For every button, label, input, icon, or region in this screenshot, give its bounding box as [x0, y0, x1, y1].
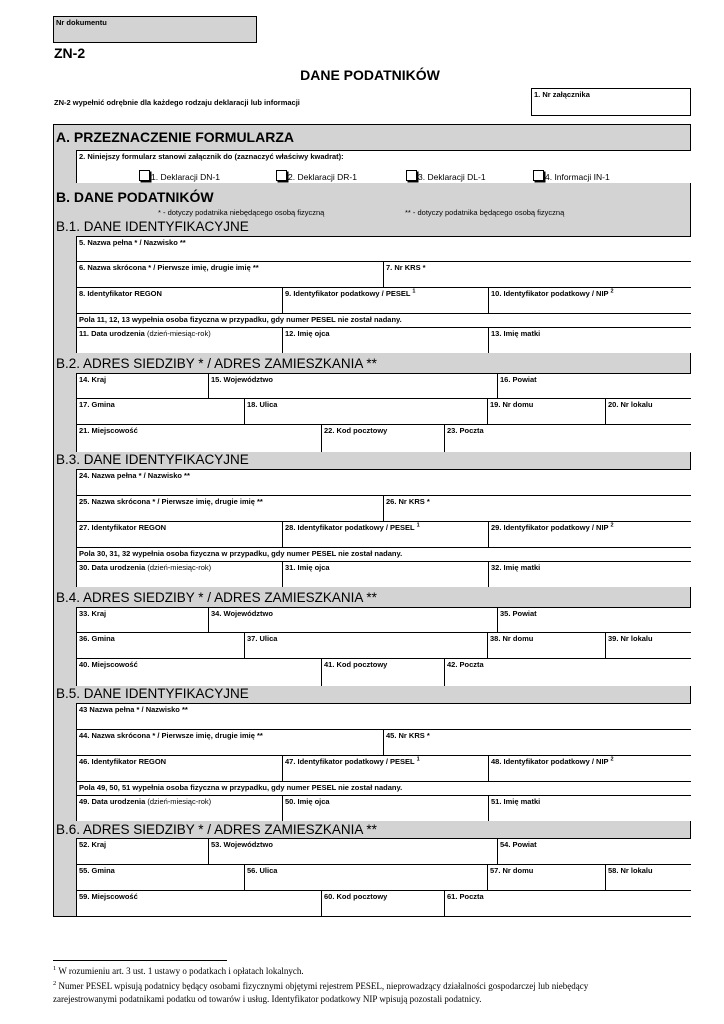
checkbox-icon[interactable] — [406, 170, 417, 181]
note-fields-11-13-text: Pola 11, 12, 13 wypełnia osoba fizyczna w przypadku, gdy numer PESEL nie został nadany. — [79, 315, 402, 324]
field-33-label: 33. Kraj — [79, 609, 107, 618]
field-7[interactable] — [383, 261, 691, 287]
section-a-title: A. PRZEZNACZENIE FORMULARZA — [56, 129, 294, 145]
option-dl1-label: 3. Deklaracji DL-1 — [418, 172, 486, 182]
attachment-number-label: 1. Nr załącznika — [534, 90, 590, 99]
field-9[interactable] — [282, 287, 488, 313]
field-38[interactable] — [487, 632, 605, 658]
form-main — [53, 124, 691, 917]
field-12[interactable] — [282, 327, 488, 353]
field-7-label: 7. Nr KRS * — [386, 263, 426, 272]
field-12-label: 12. Imię ojca — [285, 329, 330, 338]
field-29[interactable] — [488, 521, 691, 547]
field-29-label: 29. Identyfikator podatkowy / NIP $^2$ — [491, 522, 614, 532]
field-27[interactable] — [76, 521, 282, 547]
note-fields-11-13 — [76, 313, 691, 327]
field-44[interactable] — [76, 729, 383, 755]
footnote-1: $^1$ W rozumieniu art. 3 ust. 1 ustawy o podatkach i opłatach lokalnych. — [53, 965, 304, 976]
field-56[interactable] — [244, 864, 487, 890]
field-32[interactable] — [488, 561, 691, 587]
note-fields-30-32 — [76, 547, 691, 561]
field-2-form-purpose — [76, 150, 691, 183]
field-15-label: 15. Województwo — [211, 375, 273, 384]
field-8-label: 8. Identyfikator REGON — [79, 289, 162, 298]
field-57-label: 57. Nr domu — [490, 866, 534, 875]
field-31-label: 31. Imię ojca — [285, 563, 330, 572]
field-13-label: 13. Imię matki — [491, 329, 541, 338]
field-25[interactable] — [76, 495, 383, 521]
field-24-label: 24. Nazwa pełna * / Nazwisko ** — [79, 471, 190, 480]
field-38-label: 38. Nr domu — [490, 634, 534, 643]
field-28-label: 28. Identyfikator podatkowy / PESEL $^1$ — [285, 522, 420, 532]
field-58-label: 58. Nr lokalu — [608, 866, 653, 875]
field-35[interactable] — [497, 607, 691, 632]
field-35-label: 35. Powiat — [500, 609, 537, 618]
field-20-label: 20. Nr lokalu — [608, 400, 653, 409]
field-37-label: 37. Ulica — [247, 634, 278, 643]
field-17[interactable] — [76, 398, 244, 424]
field-55[interactable] — [76, 864, 244, 890]
field-31[interactable] — [282, 561, 488, 587]
field-47[interactable] — [282, 755, 488, 781]
field-20[interactable] — [605, 398, 691, 424]
field-36[interactable] — [76, 632, 244, 658]
field-59[interactable] — [76, 890, 321, 916]
note-fields-30-32-text: Pola 30, 31, 32 wypełnia osoba fizyczna w przypadku, gdy numer PESEL nie został nadany. — [79, 549, 403, 558]
section-b3-title: B.3. DANE IDENTYFIKACYJNE — [56, 452, 249, 467]
note-fields-49-51-text: Pola 49, 50, 51 wypełnia osoba fizyczna w przypadku, gdy numer PESEL nie został nadany. — [79, 783, 403, 792]
field-26[interactable] — [383, 495, 691, 521]
field-16-label: 16. Powiat — [500, 375, 537, 384]
field-51-label: 51. Imię matki — [491, 797, 541, 806]
field-49[interactable] — [76, 795, 282, 821]
option-in1-label: 4. Informacji IN-1 — [545, 172, 610, 182]
field-30[interactable] — [76, 561, 282, 587]
field-34-label: 34. Województwo — [211, 609, 273, 618]
field-23-label: 23. Poczta — [447, 426, 484, 435]
field-24[interactable] — [76, 469, 691, 495]
section-b5-title: B.5. DANE IDENTYFIKACYJNE — [56, 686, 249, 701]
field-45[interactable] — [383, 729, 691, 755]
field-14[interactable] — [76, 373, 208, 398]
checkbox-icon[interactable] — [139, 170, 150, 181]
page-title: DANE PODATNIKÓW — [300, 67, 440, 83]
footnote-2: $^2$ Numer PESEL wpisują podatnicy będący osobami fizycznymi objętymi rejestrem PESEL, nieprowadzący działalności gospodarczej lub niebędący zarejestrowanymi podatnikami podatku od towarów i usług. Identyfikator podatkowy NIP wpisują pozostali podatnicy. — [53, 980, 589, 1004]
field-18-label: 18. Ulica — [247, 400, 278, 409]
field-40-label: 40. Miejscowość — [79, 660, 138, 669]
field-21[interactable] — [76, 424, 321, 452]
field-14-label: 14. Kraj — [79, 375, 107, 384]
field-54[interactable] — [497, 838, 691, 864]
option-dn1-label: 1. Deklaracji DN-1 — [151, 172, 220, 182]
field-54-label: 54. Powiat — [500, 840, 537, 849]
field-11-label: 11. Data urodzenia (dzień-miesiąc-rok) — [79, 329, 211, 338]
section-b-title: B. DANE PODATNIKÓW — [56, 189, 214, 205]
section-b-note-legal: * - dotyczy podatnika niebędącego osobą fizyczną — [158, 208, 325, 217]
attachment-number-field[interactable] — [531, 88, 691, 116]
field-55-label: 55. Gmina — [79, 866, 115, 875]
field-5-label: 5. Nazwa pełna * / Nazwisko ** — [79, 238, 186, 247]
field-49-label: 49. Data urodzenia (dzień-miesiąc-rok) — [79, 797, 212, 806]
option-dn1[interactable] — [139, 170, 220, 182]
field-30-label: 30. Data urodzenia (dzień-miesiąc-rok) — [79, 563, 212, 572]
field-11[interactable] — [76, 327, 282, 353]
checkbox-icon[interactable] — [533, 170, 544, 181]
field-25-label: 25. Nazwa skrócona * / Pierwsze imię, drugie imię ** — [79, 497, 263, 506]
footnote-divider — [53, 960, 227, 961]
field-39[interactable] — [605, 632, 691, 658]
field-19[interactable] — [487, 398, 605, 424]
field-53-label: 53. Województwo — [211, 840, 273, 849]
field-43-label: 43 Nazwa pełna * / Nazwisko ** — [79, 705, 188, 714]
field-41[interactable] — [321, 658, 444, 686]
field-46-label: 46. Identyfikator REGON — [79, 757, 167, 766]
field-43[interactable] — [76, 703, 691, 729]
field-57[interactable] — [487, 864, 605, 890]
section-b4-title: B.4. ADRES SIEDZIBY * / ADRES ZAMIESZKANIA ** — [56, 590, 377, 605]
field-15[interactable] — [208, 373, 497, 398]
field-28[interactable] — [282, 521, 488, 547]
checkbox-icon[interactable] — [276, 170, 287, 181]
section-b1-title: B.1. DANE IDENTYFIKACYJNE — [56, 219, 249, 234]
field-21-label: 21. Miejscowość — [79, 426, 138, 435]
field-50-label: 50. Imię ojca — [285, 797, 330, 806]
field-51[interactable] — [488, 795, 691, 821]
field-39-label: 39. Nr lokalu — [608, 634, 653, 643]
field-50[interactable] — [282, 795, 488, 821]
field-44-label: 44. Nazwa skrócona * / Pierwsze imię, drugie imię ** — [79, 731, 263, 740]
field-13[interactable] — [488, 327, 691, 353]
document-number-label: Nr dokumentu — [56, 18, 107, 27]
field-10-label: 10. Identyfikator podatkowy / NIP $^2$ — [491, 288, 614, 298]
option-dr1[interactable] — [276, 170, 357, 182]
section-b-note-natural: ** - dotyczy podatnika będącego osobą fizyczną — [405, 208, 565, 217]
field-33[interactable] — [76, 607, 208, 632]
field-47-label: 47. Identyfikator podatkowy / PESEL $^1$ — [285, 756, 420, 766]
field-61-label: 61. Poczta — [447, 892, 484, 901]
field-6-label: 6. Nazwa skrócona * / Pierwsze imię, drugie imię ** — [79, 263, 259, 272]
field-2-label: 2. Niniejszy formularz stanowi załącznik do (zaznaczyć właściwy kwadrat): — [79, 152, 344, 161]
note-fields-49-51 — [76, 781, 691, 795]
instruction-text: ZN-2 wypełnić odrębnie dla każdego rodzaju deklaracji lub informacji — [54, 98, 300, 107]
field-16[interactable] — [497, 373, 691, 398]
field-42-label: 42. Poczta — [447, 660, 484, 669]
field-60-label: 60. Kod pocztowy — [324, 892, 388, 901]
field-8[interactable] — [76, 287, 282, 313]
field-6[interactable] — [76, 261, 383, 287]
field-40[interactable] — [76, 658, 321, 686]
field-23[interactable] — [444, 424, 691, 452]
field-45-label: 45. Nr KRS * — [386, 731, 430, 740]
form-code: ZN-2 — [54, 45, 86, 61]
section-b2-title: B.2. ADRES SIEDZIBY * / ADRES ZAMIESZKANIA ** — [56, 356, 377, 371]
field-27-label: 27. Identyfikator REGON — [79, 523, 167, 532]
document-number-box[interactable] — [53, 16, 257, 43]
field-59-label: 59. Miejscowość — [79, 892, 138, 901]
field-61[interactable] — [444, 890, 691, 916]
option-in1[interactable] — [533, 170, 610, 182]
field-48[interactable] — [488, 755, 691, 781]
field-52[interactable] — [76, 838, 208, 864]
section-b6-title: B.6. ADRES SIEDZIBY * / ADRES ZAMIESZKANIA ** — [56, 822, 377, 837]
field-22-label: 22. Kod pocztowy — [324, 426, 388, 435]
field-26-label: 26. Nr KRS * — [386, 497, 430, 506]
field-32-label: 32. Imię matki — [491, 563, 541, 572]
field-37[interactable] — [244, 632, 487, 658]
field-46[interactable] — [76, 755, 282, 781]
field-9-label: 9. Identyfikator podatkowy / PESEL $^1$ — [285, 288, 416, 298]
field-41-label: 41. Kod pocztowy — [324, 660, 388, 669]
field-48-label: 48. Identyfikator podatkowy / NIP $^2$ — [491, 756, 614, 766]
field-18[interactable] — [244, 398, 487, 424]
field-19-label: 19. Nr domu — [490, 400, 534, 409]
field-22[interactable] — [321, 424, 444, 452]
field-34[interactable] — [208, 607, 497, 632]
field-52-label: 52. Kraj — [79, 840, 107, 849]
field-58[interactable] — [605, 864, 691, 890]
field-60[interactable] — [321, 890, 444, 916]
field-36-label: 36. Gmina — [79, 634, 115, 643]
field-10[interactable] — [488, 287, 691, 313]
field-56-label: 56. Ulica — [247, 866, 278, 875]
option-dr1-label: 2. Deklaracji DR-1 — [288, 172, 357, 182]
field-5[interactable] — [76, 236, 691, 261]
field-42[interactable] — [444, 658, 691, 686]
field-53[interactable] — [208, 838, 497, 864]
field-17-label: 17. Gmina — [79, 400, 115, 409]
option-dl1[interactable] — [406, 170, 486, 182]
